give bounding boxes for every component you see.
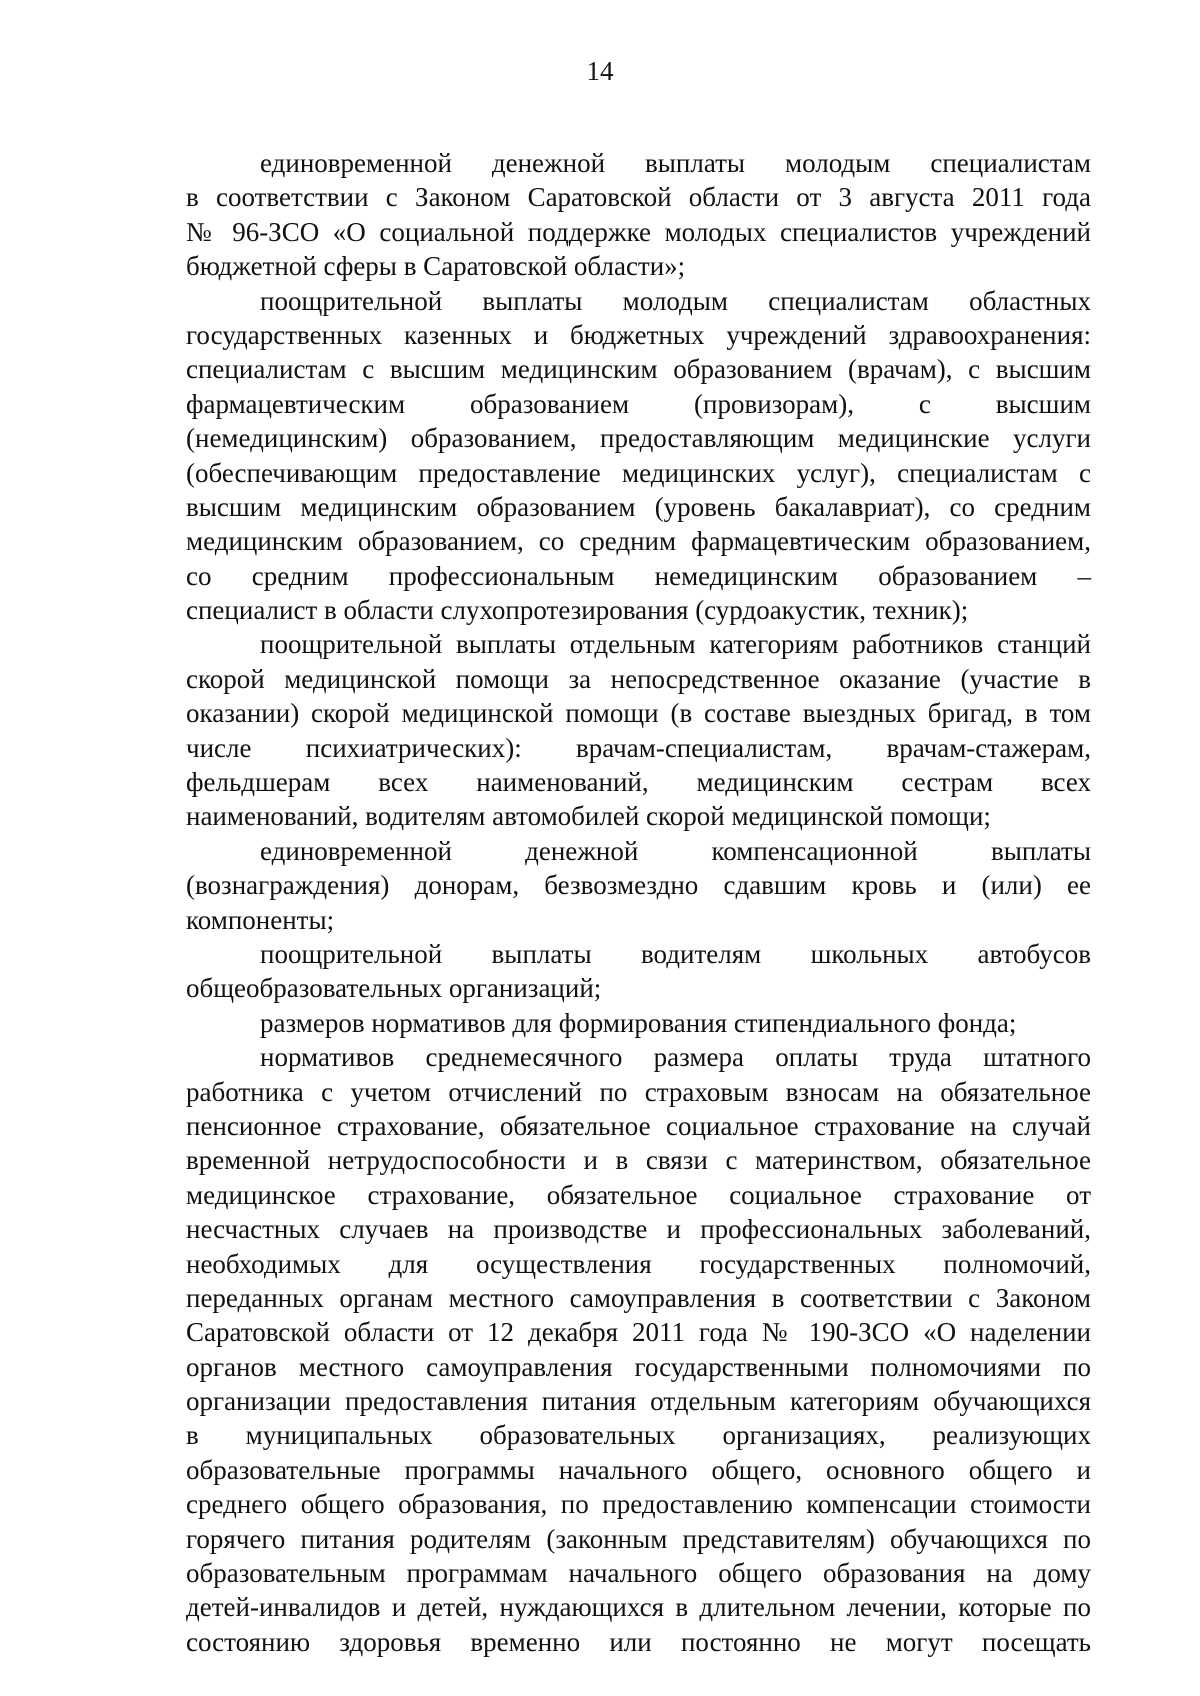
text-line: пенсионное страхование, обязательное социальное страхование на случай	[186, 1110, 1091, 1141]
text-line: общеобразовательных организаций;	[186, 973, 602, 1004]
text-line: работника с учетом отчислений по страховым взносам на обязательное	[186, 1076, 1091, 1107]
text-line: медицинским образованием, со средним фармацевтическим образованием,	[186, 526, 1091, 557]
text-line: специалистам с высшим медицинским образованием (врачам), с высшим	[186, 354, 1091, 385]
text-line: Саратовской области от 12 декабря 2011 года № 190-ЗСО «О наделении	[186, 1317, 1091, 1348]
text-line: состоянию здоровья временно или постоянно не могут посещать	[186, 1626, 1091, 1657]
text-line: размеров нормативов для формирования стипендиального фонда;	[260, 1007, 1017, 1038]
text-line: образовательным программам начального общего образования на дому	[186, 1558, 1091, 1589]
text-line: № 96-ЗСО «О социальной поддержке молодых специалистов учреждений	[186, 216, 1091, 247]
text-line: образовательные программы начального общего, основного общего и	[186, 1454, 1091, 1485]
text-line: компоненты;	[186, 904, 335, 935]
text-line: наименований, водителям автомобилей скорой медицинской помощи;	[186, 801, 991, 832]
text-line: оказании) скорой медицинской помощи (в составе выездных бригад, в том	[186, 698, 1091, 729]
text-line: фельдшерам всех наименований, медицинским сестрам всех	[186, 767, 1091, 798]
text-line: необходимых для осуществления государственных полномочий,	[186, 1248, 1091, 1279]
text-line: медицинское страхование, обязательное социальное страхование от	[186, 1179, 1091, 1210]
text-line: горячего питания родителям (законным представителям) обучающихся по	[186, 1523, 1091, 1554]
text-line: числе психиатрических): врачам-специалистам, врачам-стажерам,	[186, 732, 1091, 763]
text-line: со средним профессиональным немедицинским образованием –	[186, 560, 1091, 591]
text-line: в соответствии с Законом Саратовской области от 3 августа 2011 года	[186, 182, 1091, 213]
text-line: фармацевтическим образованием (провизорам), с высшим	[186, 388, 1091, 419]
text-line: поощрительной выплаты отдельным категориям работников станций	[260, 629, 1091, 660]
text-line: бюджетной сферы в Саратовской области»;	[186, 251, 686, 282]
text-line: (вознаграждения) донорам, безвозмездно сдавшим кровь и (или) ее	[186, 870, 1091, 901]
text-line: детей-инвалидов и детей, нуждающихся в длительном лечении, которые по	[186, 1592, 1091, 1623]
text-line: органов местного самоуправления государственными полномочиями по	[186, 1351, 1091, 1382]
text-line: в муниципальных образовательных организациях, реализующих	[186, 1420, 1091, 1451]
text-line: единовременной денежной выплаты молодым специалистам	[260, 148, 1091, 178]
text-line: высшим медицинским образованием (уровень бакалавриат), со средним	[186, 491, 1091, 522]
text-line: государственных казенных и бюджетных учреждений здравоохранения:	[186, 319, 1091, 350]
page-number: 14	[586, 56, 614, 86]
text-line: (обеспечивающим предоставление медицинских услуг), специалистам с	[186, 457, 1091, 488]
text-line: организации предоставления питания отдельным категориям обучающихся	[186, 1386, 1091, 1417]
text-line: специалист в области слухопротезирования (сурдоакустик, техник);	[186, 595, 969, 626]
text-line: несчастных случаев на производстве и профессиональных заболеваний,	[186, 1214, 1091, 1245]
text-line: поощрительной выплаты молодым специалистам областных	[260, 285, 1091, 316]
text-line: временной нетрудоспособности и в связи с материнством, обязательное	[186, 1145, 1091, 1176]
text-line: единовременной денежной компенсационной выплаты	[260, 835, 1091, 866]
text-line: скорой медицинской помощи за непосредственное оказание (участие в	[186, 663, 1091, 694]
text-line: нормативов среднемесячного размера оплаты труда штатного	[260, 1042, 1091, 1073]
document-body	[186, 146, 1091, 1659]
text-line: (немедицинским) образованием, предоставляющим медицинские услуги	[186, 423, 1091, 454]
text-line: среднего общего образования, по предоставлению компенсации стоимости	[186, 1489, 1091, 1520]
text-line: поощрительной выплаты водителям школьных автобусов	[260, 938, 1091, 969]
text-line: переданных органам местного самоуправления в соответствии с Законом	[186, 1282, 1091, 1313]
